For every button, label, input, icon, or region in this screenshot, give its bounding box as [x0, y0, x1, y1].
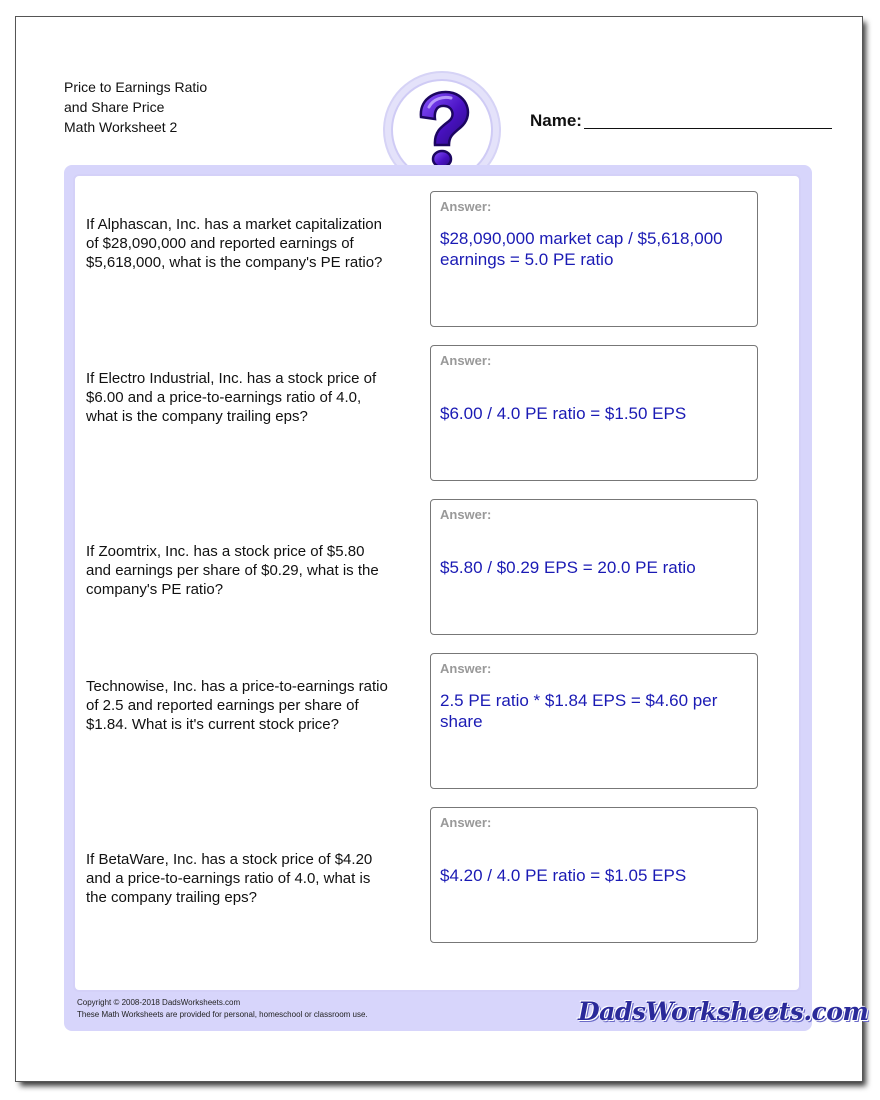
answer-label: Answer:	[440, 507, 492, 522]
answer-text: $4.20 / 4.0 PE ratio = $1.05 EPS	[440, 866, 687, 885]
question-text: Technowise, Inc. has a price-to-earnings ratio of 2.5 and reported earnings per share of $1.84. What is it's current stock price?	[86, 678, 388, 733]
copyright-text: Copyright © 2008-2018 DadsWorksheets.com	[77, 998, 241, 1007]
name-field-line[interactable]	[584, 128, 832, 129]
usage-notice: These Math Worksheets are provided for personal, homeschool or classroom use.	[77, 1010, 368, 1019]
question-text: If Alphascan, Inc. has a market capitalization of $28,090,000 and reported earnings of $5,618,000, what is the company's PE ratio?	[86, 216, 383, 271]
answer-box[interactable]	[430, 653, 758, 789]
footer-notice	[77, 997, 368, 1021]
answer-text: $5.80 / $0.29 EPS = 20.0 PE ratio	[440, 558, 696, 577]
answer-label: Answer:	[440, 353, 492, 368]
answer-box[interactable]	[430, 345, 758, 481]
question-text: If Electro Industrial, Inc. has a stock price of $6.00 and a price-to-earnings ratio of 4.0, what is the company trailing eps?	[86, 370, 377, 425]
answer-box[interactable]	[430, 807, 758, 943]
answer-box[interactable]	[430, 499, 758, 635]
answer-box[interactable]	[430, 191, 758, 327]
answer-label: Answer:	[440, 199, 492, 214]
worksheet-page	[15, 16, 869, 1082]
brand-logo: DadsWorksheets.com	[578, 997, 869, 1026]
title-line-1: Price to Earnings Ratio	[64, 79, 208, 95]
name-label: Name:	[530, 111, 582, 130]
title-line-2: and Share Price	[64, 99, 165, 115]
worksheet-title	[64, 77, 207, 137]
answer-text: $28,090,000 market cap / $5,618,000 earnings = 5.0 PE ratio	[440, 229, 723, 269]
title-line-3: Math Worksheet 2	[64, 119, 178, 135]
question-mark-icon	[407, 87, 477, 173]
answer-text: 2.5 PE ratio * $1.84 EPS = $4.60 per share	[440, 691, 718, 731]
question-text: If Zoomtrix, Inc. has a stock price of $5.80 and earnings per share of $0.29, what is the company's PE ratio?	[86, 543, 379, 598]
answer-label: Answer:	[440, 661, 492, 676]
answer-label: Answer:	[440, 815, 492, 830]
question-text: If BetaWare, Inc. has a stock price of $4.20 and a price-to-earnings ratio of 4.0, what is the company trailing eps?	[86, 851, 373, 906]
answer-text: $6.00 / 4.0 PE ratio = $1.50 EPS	[440, 404, 687, 423]
